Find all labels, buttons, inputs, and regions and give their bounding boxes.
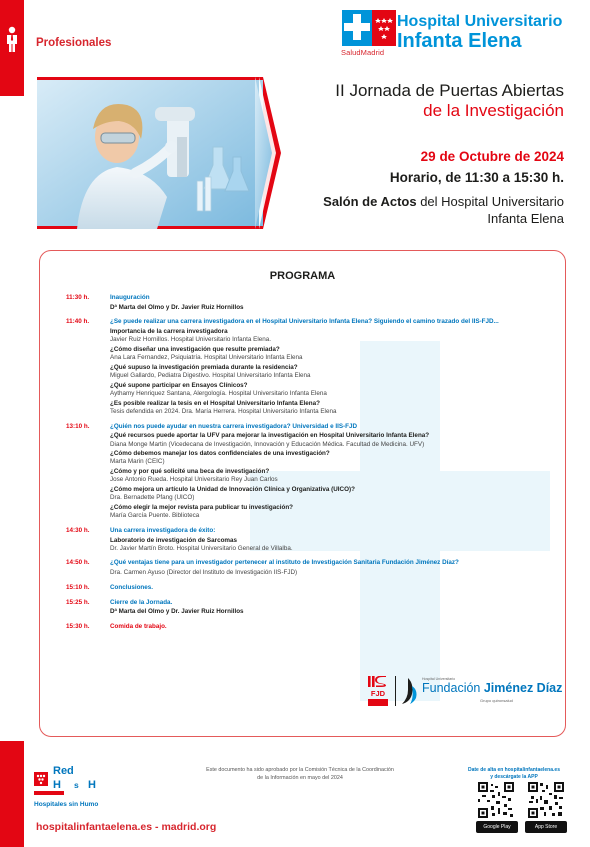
professional-person-icon (4, 26, 20, 52)
agenda-session-title: Conclusiones. (110, 583, 154, 591)
agenda-item (110, 304, 556, 312)
agenda-item-speaker: Jose Antonio Rueda. Hospital Universitario Rey Juan Carlos (110, 476, 278, 484)
quironsalud-group-label: Grupo quironsalud (480, 698, 513, 703)
svg-text:H: H (53, 779, 61, 791)
logo-hospital-universitario: Hospital Universitario (397, 13, 563, 30)
agenda-item-speaker: Dr. Javier Martín Broto. Hospital Universitario General de Villalba. (110, 544, 293, 552)
agenda-item-speaker: Dra. Bernadette Pfang (UICO) (110, 494, 195, 502)
agenda-item-speaker: Ana Lara Fernandez, Psiquiatría. Hospital Universitario Infanta Elena (110, 354, 303, 362)
agenda-session-title: ¿Quién nos puede ayudar en nuestra carrera investigadora? Universidad e IIS-FJD (110, 422, 358, 430)
agenda-block (66, 623, 556, 631)
agenda-item (110, 432, 556, 448)
left-red-bar-top (0, 0, 24, 96)
agenda-item (110, 569, 556, 577)
agenda-item-topic: ¿Cómo diseñar una investigación que resulte premiada? (110, 346, 280, 354)
agenda-time: 14:30 h. (66, 526, 90, 534)
event-venue-line2: Infanta Elena (487, 211, 564, 226)
event-date: 29 de Octubre de 2024 (420, 149, 564, 164)
salud-madrid-mark-icon (342, 10, 398, 46)
venue-hall: Salón de Actos (323, 194, 417, 209)
agenda-item-topic: ¿Qué recursos puede aportar la UFV para mejorar la investigación en Hospital Universitario Infanta Elena? (110, 432, 430, 440)
agenda-item-speaker: Aythamy Henriquez Santana, Alergología. Hospital Universitario Infanta Elena (110, 390, 327, 398)
agenda-session-title: Comida de trabajo. (110, 623, 167, 630)
agenda-item-topic: Dª Marta del Olmo y Dr. Javier Ruiz Hornillos (110, 608, 244, 616)
app-line1: Date de alta en hospitalinfantaelena.es (468, 767, 560, 773)
app-download-text (455, 767, 573, 781)
agenda-item-speaker: Miguel Gallardo, Pediatra Digestivo. Hospital Universitario Infanta Elena (110, 372, 311, 380)
qr-code-app-store-icon[interactable] (528, 782, 564, 818)
agenda-item (110, 608, 556, 616)
agenda-item-speaker: Tesis defendida en 2024. Dra. María Herrera. Hospital Universitario Infanta Elena (110, 407, 337, 415)
hospitales-sin-humo-logo[interactable] (34, 762, 134, 812)
madrid-flag-icon (34, 772, 48, 786)
agenda-item (110, 328, 556, 344)
agenda-item-topic: ¿Cómo debemos manejar los datos confidenciales de una investigación? (110, 450, 330, 458)
agenda-session-title: Una carrera investigadora de éxito: (110, 526, 216, 534)
agenda-item (110, 346, 556, 362)
iis-fjd-logo[interactable] (367, 676, 389, 708)
agenda-item-topic: ¿Cómo elegir la mejor revista para publicar tu investigación? (110, 503, 294, 511)
agenda-block (66, 599, 556, 617)
qr-code-google-play-icon[interactable] (478, 782, 514, 818)
agenda-content (110, 527, 556, 553)
agenda-time: 15:10 h. (66, 583, 90, 591)
agenda-item-speaker: Diana Monge Martin (Vicedecana de Investigación, Innovación y Educación Médica. Facultad de Medicina. UFV) (110, 440, 425, 448)
agenda-block (66, 559, 556, 577)
left-red-bar-bottom (0, 741, 24, 847)
agenda-time: 11:30 h. (66, 294, 90, 301)
agenda-item (110, 504, 556, 520)
agenda-list (66, 294, 556, 638)
svg-text:H: H (88, 779, 96, 791)
event-title-line1: II Jornada de Puertas Abiertas (335, 81, 564, 100)
programa-title: PROGRAMA (269, 270, 336, 282)
agenda-item (110, 486, 556, 502)
agenda-item (110, 468, 556, 484)
fundacion-jimenez-diaz-logo[interactable] (422, 681, 562, 695)
agenda-content (110, 294, 556, 312)
agenda-item (110, 537, 556, 553)
agenda-time: 15:25 h. (66, 598, 90, 606)
agenda-item-topic: ¿Es posible realizar la tesis en el Hospital Universitario Infanta Elena? (110, 399, 320, 407)
svg-text:s: s (74, 780, 79, 790)
agenda-item-topic: Laboratorio de investigación de Sarcomas (110, 536, 238, 544)
fjd-name-regular: Fundación (422, 681, 484, 695)
agenda-content (110, 623, 556, 631)
agenda-item (110, 400, 556, 416)
google-play-badge[interactable]: Google Play (476, 821, 518, 833)
agenda-item-speaker: Marta Marin (CEIC) (110, 458, 165, 466)
approval-line2: de la Información en mayo del 2024 (257, 774, 343, 781)
salud-madrid-text: SaludMadrid (341, 48, 385, 57)
svg-text:FJD: FJD (370, 689, 386, 698)
agenda-content (110, 599, 556, 617)
svg-text:Hospitales sin Humo: Hospitales sin Humo (34, 801, 99, 808)
agenda-item-topic: ¿Qué supuso la investigación premiada durante la residencia? (110, 363, 298, 371)
partner-separator (395, 676, 396, 706)
agenda-block (66, 527, 556, 553)
fjd-subtitle: Hospital Universitario (422, 677, 456, 681)
agenda-time: 15:30 h. (66, 623, 90, 630)
fundacion-jimenez-diaz-mark-icon (400, 676, 420, 706)
agenda-session-title: Cierre de la Jornada. (110, 598, 173, 606)
agenda-time: 14:50 h. (66, 559, 90, 567)
agenda-session-title: ¿Qué ventajas tiene para un investigador pertenecer al instituto de Investigación Sanitaria Fundación Jiménez Díaz? (110, 559, 459, 567)
agenda-item-topic: ¿Cómo mejora un artículo la Unidad de Innovación Clínica y Organizativa (UICO)? (110, 486, 355, 494)
agenda-content (110, 318, 556, 416)
agenda-content (110, 559, 556, 577)
agenda-time: 11:40 h. (66, 318, 90, 326)
agenda-item-topic: ¿Cómo y por qué solicité una beca de investigación? (110, 468, 270, 476)
svg-text:Red: Red (53, 765, 74, 777)
event-venue-line1 (323, 194, 564, 209)
agenda-block (66, 294, 556, 312)
agenda-block (66, 423, 556, 521)
app-store-badge[interactable]: App Store (525, 821, 567, 833)
agenda-item (110, 450, 556, 466)
venue-rest: del Hospital Universitario (416, 194, 564, 209)
agenda-item (110, 364, 556, 380)
agenda-item-speaker: María García Puente. Biblioteca (110, 512, 200, 520)
agenda-item-speaker: Javier Ruiz Hornillos. Hospital Universitario Infanta Elena. (110, 336, 271, 344)
researcher-photo (37, 77, 281, 229)
agenda-content (110, 584, 556, 592)
app-line2: y descárgate la APP (490, 774, 538, 780)
agenda-item-topic: ¿Qué supone participar en Ensayos Clínicos? (110, 381, 248, 389)
agenda-session-title: Inauguración (110, 294, 150, 301)
programa-box (39, 250, 566, 737)
approval-line1: Este documento ha sido aprobado por la Comisión Técnica de la Coordinación (206, 767, 394, 773)
hospital-logo[interactable] (338, 8, 573, 57)
agenda-content (110, 423, 556, 521)
agenda-item-topic: Dª Marta del Olmo y Dr. Javier Ruiz Hornillos (110, 303, 244, 311)
event-schedule: Horario, de 11:30 a 15:30 h. (389, 170, 564, 185)
agenda-item (110, 382, 556, 398)
event-title-line2: de la Investigación (423, 101, 564, 120)
agenda-item-topic: Importancia de la carrera investigadora (110, 328, 228, 336)
website-link[interactable]: hospitalinfantaelena.es - madrid.org (36, 821, 217, 833)
agenda-item-speaker: Dra. Carmen Ayuso (Director del Instituto de Investigación IIS-FJD) (110, 569, 298, 577)
logo-infanta-elena: Infanta Elena (397, 30, 522, 52)
agenda-block (66, 584, 556, 592)
agenda-block (66, 318, 556, 416)
agenda-session-title: ¿Se puede realizar una carrera investigadora en el Hospital Universitario Infanta Elena? Siguiendo el camino trazado del IIS-FJD... (110, 318, 499, 326)
fjd-name-bold: Jiménez Díaz (483, 681, 563, 695)
section-label[interactable]: Profesionales (36, 37, 112, 49)
approval-note (170, 767, 430, 782)
agenda-time: 13:10 h. (66, 422, 90, 430)
